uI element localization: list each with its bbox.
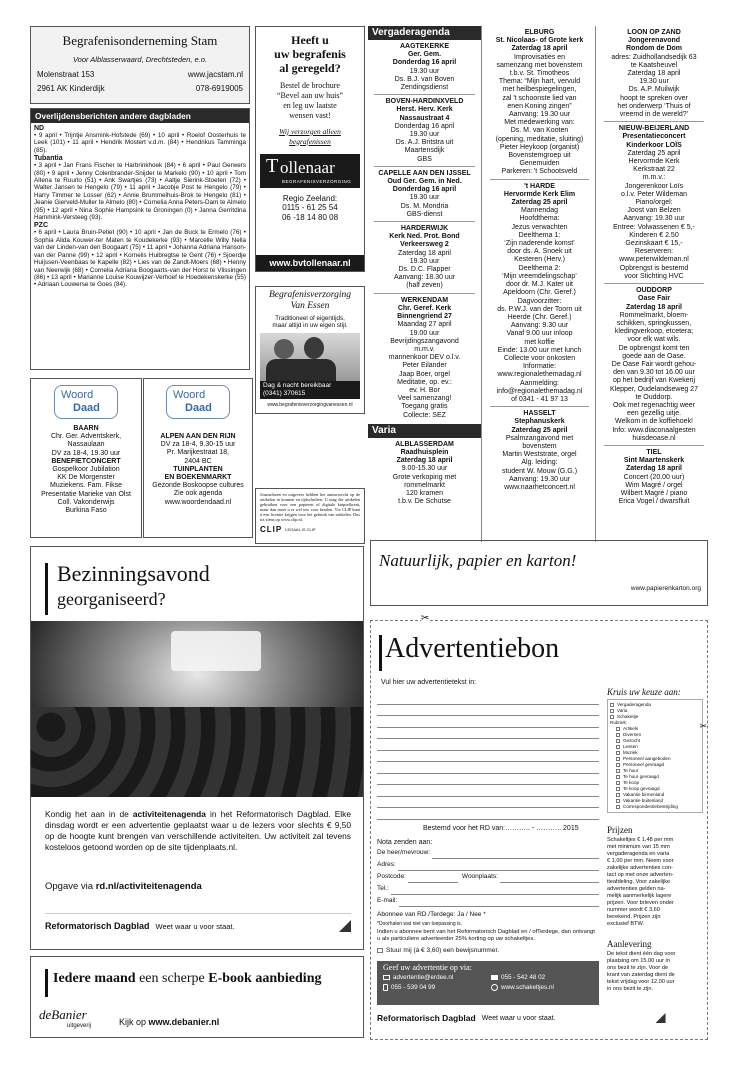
entry-divider <box>490 179 589 180</box>
option-checkbox[interactable] <box>610 709 614 713</box>
woorddaad-title: ALPEN AAN DEN RIJN <box>160 433 236 440</box>
entry-text: Mannendag Hoofdthema: Jezus verwachten Deelthema 1: ‘Zijn naderende komst’ door ds. A. Snoek uit Kesteren (Herv.) Deelthema 2: ‘Mijn vreemdelingschap’ door dr. M.J. Kater uit Apeldoorn (Chr. Geref.) Dagvoorzitter: ds. P.W.J. van der Toorn uit Heerde (Chr. Geref.) Aanvang: 9.30 uur Vanaf 9.00 uur inloop met koffie Einde: 13.00 uur met lunch Collecte voor onkosten Informatie: www.regionalethemadag.nl Aanmelding: info@regionalethemadag.nl of 0341 - 41 97 13 <box>496 207 583 403</box>
agenda-entry <box>368 441 481 507</box>
entry-text: 19.30 uur Ds. M. Mondria GBS-dienst <box>400 194 449 218</box>
agenda-entry <box>368 297 481 420</box>
entry-text: Psalmzangavond met bovenstem Martin Weststrate, orgel Alg. leiding: student W. Mouw (G.G.) Aanvang: 19.30 uur www.naarhetconcert.nl <box>501 434 578 491</box>
person-2 <box>304 337 324 359</box>
clip-logo: CLIP <box>260 524 283 534</box>
entry-divider <box>604 121 704 122</box>
rd-brand: Reformatorisch Dagblad <box>45 921 150 931</box>
rd-brand: Reformatorisch Dagblad <box>377 1013 476 1023</box>
person-1 <box>274 339 294 359</box>
clip-logo-row <box>260 525 360 534</box>
advbon-text-lines[interactable] <box>377 693 599 820</box>
option-checkbox[interactable] <box>616 751 620 755</box>
debanier-sub: uitgeverij <box>67 1023 92 1029</box>
option-label: Personeel aangeboden <box>623 756 671 761</box>
agenda-entry <box>598 449 710 506</box>
opgave-url[interactable]: rd.nl/activiteitenagenda <box>95 881 202 892</box>
entry-title: OUDDORP Oase Fair Zaterdag 18 april <box>625 287 683 311</box>
tollenaar-web[interactable]: www.bvtollenaar.nl <box>256 255 364 271</box>
bezinning-photo <box>31 621 363 797</box>
woorddaad-text: Chr. Ger. Adventskerk, Nassaulaan DV za 18-4, 19.30 uur <box>50 433 122 457</box>
agenda-entry <box>484 410 595 492</box>
tollenaar-heading: Heeft u uw begrafenis al geregeld? <box>274 33 346 75</box>
debanier-logo: deBanier <box>39 1007 87 1022</box>
papier-url[interactable]: www.papierenkarton.org <box>630 585 701 592</box>
logo-word: Woord <box>173 389 206 401</box>
varia-title: Varia <box>368 424 481 438</box>
woorddaad-text2: Gospelkoor Jubilation KK De Morgenster Muziekens. Fam. Fikse Presentatie Marieke van Olst Coll. Vakonderwijs Burkina Faso <box>41 466 131 515</box>
bezinning-text2: in het Reformatorisch Dagblad. Elke dinsdag wordt er een advertentie geplaatst waar u de lezers voor slechts € 9,50 op de hoogte kunt brengen van verschillende activiteiten. Uw activiteit zal tevens kosteloos getoond worden op de site tijdenplaats.nl. <box>45 809 351 852</box>
logo-daad: Daad <box>185 402 212 414</box>
option-label: Correspondentiebestrijding <box>623 804 678 809</box>
option-checkbox[interactable] <box>610 703 614 707</box>
bezinning-body <box>45 809 351 853</box>
clip-sub: LEGAAL IS CLIP <box>285 526 316 532</box>
entry-text: 9.00-15.30 uur Grote verkoping met rommelmarkt 120 kramen t.b.v. De Schutse <box>392 465 457 506</box>
agenda-entry <box>484 29 595 180</box>
entry-title: AAGTEKERKE Ger. Gem. Donderdag 16 april <box>392 43 457 67</box>
vergaderagenda-title: Vergaderagenda <box>368 26 481 40</box>
option-label: Rubriek: <box>610 720 628 725</box>
stam-city-row <box>37 84 243 93</box>
phone-icon <box>383 984 388 991</box>
entry-divider <box>374 221 475 222</box>
entry-title: HASSELT Stephanuskerk Zaterdag 25 april <box>511 410 568 434</box>
kijk-url[interactable]: www.debanier.nl <box>148 1017 220 1027</box>
entry-title: NIEUW-BEIJERLAND Presentatieconcert Kinderkoor LOÏS <box>618 125 690 149</box>
option-label: Te huur gevraagd <box>623 774 659 779</box>
stuur-label: Stuur mij (à € 3,60) een bewijsnummer. <box>386 947 500 954</box>
entry-title: BOVEN-HARDINXVELD Herst. Herv. Kerk Nassaustraat 4 <box>385 98 464 122</box>
option-checkbox[interactable] <box>616 799 620 803</box>
vanessen-bar: Dag & nacht bereikbaar (0341) 370615 <box>260 381 360 399</box>
entry-title: 't HARDE Hervormde Kerk Elim Zaterdag 25 april <box>503 182 576 207</box>
option-checkbox[interactable] <box>616 757 620 761</box>
option-label: Varia <box>617 708 628 713</box>
contact-row1 <box>383 974 593 981</box>
option-checkbox[interactable] <box>616 775 620 779</box>
field-heer-label: De heer/mevrouw: <box>377 849 431 856</box>
rd-logo-icon <box>656 1013 666 1023</box>
woorddaad-title2: BENEFIETCONCERT <box>51 457 121 465</box>
advertentiebon <box>370 613 708 1040</box>
contact-web[interactable]: www.schakeltjes.nl <box>501 984 554 991</box>
overlijden-pzc-text: • 6 april • Laura Bruin-Petiet (90) • 10 april • Jan de Buck te Ermelo (76) • Sophia Alida Kouwer-ter Maten te Koudekerke (93) • Marcelle Willy Nella van der Linden-van den Boogaart (75) • 11 april • Johanna Adriana Hanson-van der Panne (99) • 12 april • Kornelis Huibregtse te Gent (76) • Sjoerdje Huijssen-Veenbaas te Kapelle (82) • Lies van de Zandt-Moers (68) • Henny van Neerwijk (68) • Cornelia Adriana Boogaarts-van der Horst te Vlissingen (86) • 13 april • Marianne Louise Kouwijzer-Verhoef te Hoedekenskerke (55) • Adriaan Louwerse te Goes (84). <box>34 229 246 289</box>
option-checkbox[interactable] <box>616 745 620 749</box>
entry-title: TIEL Sint Maartenskerk Zaterdag 18 april <box>623 448 685 473</box>
advbon-aanl-title: Aanlevering <box>607 939 652 949</box>
logo-word: Woord <box>61 389 94 401</box>
overlijden-block <box>30 108 250 370</box>
ad-text-line[interactable] <box>377 693 599 705</box>
option-label: Schaketije <box>617 714 639 719</box>
advbon-indien: Indien u abonnee bent van het Reformatorisch Dagblad en / ofTerdege, dan ontvangt u als particuliere adverteerder 25% korting op uw schakeltjes. <box>377 929 595 942</box>
option-label: Gezocht <box>623 738 641 743</box>
entry-divider <box>374 94 475 95</box>
tollenaar-logo-initial: T <box>266 155 279 177</box>
logo-daad: Daad <box>73 402 100 414</box>
option-checkbox[interactable] <box>616 733 620 737</box>
screen-glow <box>171 631 261 671</box>
rd-logo-icon <box>339 920 351 932</box>
option-checkbox[interactable] <box>616 805 620 809</box>
option-label: Lessen <box>623 744 638 749</box>
entry-title: CAPELLE AAN DEN IJSSEL Oud Ger. Gem. in Ned. Donderdag 16 april <box>378 169 471 194</box>
ebook-bar <box>45 969 48 997</box>
bezinning-bold: activiteitenagenda <box>132 809 206 819</box>
option-checkbox[interactable] <box>616 727 620 731</box>
ad-text-line[interactable] <box>377 751 599 763</box>
ebook-title <box>53 971 321 987</box>
advbon-abonnee[interactable]: Abonnee van RD /Terdege: Ja / Nee * <box>377 911 486 918</box>
advbon-title: Advertentiebon <box>385 633 560 664</box>
option-checkbox[interactable] <box>616 793 620 797</box>
entry-text: Zaterdag 25 april Hervormde Kerk Kerkstraat 22 m.m.v.: Jongerenkoor Loïs o.l.v. Peter Wildeman Piano/orgel: Joost van Belzen Aanvang: 19.30 uur Entree: Volwassenen € 5,- Kinderen € 2.50 Gezinskaart € 15,- Reserveren: www.peterwildeman.nl Opbrengst is bestemd voor Stichting HVC <box>613 149 695 280</box>
ebook-t3: E-book aanbieding <box>208 971 322 986</box>
entry-text: Maandag 27 april 19.00 uur Bevrijdingszangavond m.m.v. mannenkoor DEV o.l.v. Peter Eilander Jaap Boer, orgel Meditatie, op. ev.: ev. H. Bor Veel samenzang! Toegang gratis Collecte: SEZ <box>388 321 461 419</box>
woorddaad-title2: TUINPLANTEN EN BOEKENMARKT <box>164 465 232 482</box>
bezinning-title-bar <box>45 563 48 615</box>
vanessen-photo <box>260 333 360 381</box>
clip-ad <box>255 488 365 544</box>
vergaderagenda-col-c <box>598 26 710 542</box>
woorddaad-baarn-ad <box>30 378 142 538</box>
advbon-aanl: De tekst dient één dag voor plaatsing om 15.00 uur in ons bezit te zijn. Voor de krant van zaterdag dient de tekst vrijdag voor 12.00 uur in ons bezit te zijn. <box>607 951 676 992</box>
entry-text: Zaterdag 18 april 19.30 uur Ds. D.C. Flapper Aanvang: 18.30 uur (half zeven) <box>393 249 456 290</box>
entry-divider <box>604 445 704 446</box>
advbon-ontbreek: *Doorhalen wat niet van toepassing is. <box>377 921 463 927</box>
option-checkbox[interactable] <box>616 739 620 743</box>
tollenaar-logo-sub: BEGRAFENISVERZORGING <box>282 179 352 184</box>
option-label: Muziek <box>623 750 638 755</box>
contact-title: Geef uw advertentie op via: <box>383 963 472 972</box>
bezinning-opgave <box>45 881 202 892</box>
col-a-entries <box>368 43 481 420</box>
agenda-entry <box>368 43 481 95</box>
bezinningsavond-ad <box>30 546 364 950</box>
overlijden-tubantia-text: • 3 april • Jan Frans Fischer te Harbrinkhoek (84) • 6 april • Paul Gerwers (80) • 9 april • Jenny Colenbrander-Snijder te Markelo (90) • 10 april • Tom Altena te Ruurlo (51) • Ank Swartjes (73) • Aaltje Sierink-Stoeten (72) • Walter Jansen te Hengelo (79) • 11 april • Jacobje Post te Hengelo (79) • Harry Timmer te Losser (62) • Annie Brummelhuis-Brok te Hengelo (81) • Jeanie Gierveld-Muller te Almelo (80) • Cornelia Anna Peters-Dam te Almelo (95) • 12 april • Nina Sophie Hampsink te Groningen (0) • Janna Gerritdina Hammink-Versteeg (93). <box>34 162 246 222</box>
option-checkbox[interactable] <box>616 763 620 767</box>
field-postcode-label: Postcode: <box>377 873 406 880</box>
vanessen-title: Begrafenisverzorging Van Essen <box>269 290 351 311</box>
entry-text: adres: Zuidhollandsedijk 63 te Kaatsheuvel Zaterdag 18 april 19.30 uur Ds. A.P. Muilwijk hoopt te spreken over het onderwerp ‘Thuis of vreemd in de wereld?’ <box>611 53 697 119</box>
option-label: Vakantie binnenland <box>623 792 665 797</box>
woorddaad-text: DV za 18-4, 9.30-15 uur Pr. Marijkestraat 18, 2404 BC <box>160 441 236 465</box>
option-label: Te koop <box>623 780 640 785</box>
contact-mail[interactable]: advertentie@erdee.nl <box>393 974 454 981</box>
advbon-contact-box <box>377 961 599 1005</box>
globe-icon <box>491 984 498 991</box>
entry-title: LOON OP ZAND Jongerenavond Rondom de Dom <box>626 29 682 53</box>
ad-text-line[interactable] <box>377 739 599 751</box>
vanessen-text: Traditioneel of eigentijds, maar altijd in uw eigen stijl. <box>272 315 348 330</box>
field-postcode[interactable] <box>377 873 599 883</box>
agenda-entry <box>598 125 710 284</box>
overlijden-title: Overlijdensberichten andere dagbladen <box>31 109 249 123</box>
stam-name: Begrafenisonderneming Stam <box>62 33 218 48</box>
advbon-bestemd: Bestemd voor het RD van:……….. - ……….. 2015 <box>423 825 579 832</box>
bezinning-text1: Kondig het aan in de <box>45 809 133 819</box>
ebook-t2: een scherpe <box>135 971 209 986</box>
mail-icon <box>383 975 390 980</box>
stuur-checkbox[interactable] <box>377 948 383 953</box>
advbon-prijzen: Schakeltjes € 1,48 per mm met minimum van 15 mm vergaderagenda en varia € 1,00 per mm. Neem voor zakelijke advertenties con- tact op met onze adverten- tieafdeling. Voor zakelijke advertenties gelden na- melijk aanmerkelijk lagere prijzen. Voor brieven onder nummer wordt € 3,60 berekend. Prijzen zijn exclusief BTW. <box>607 837 674 927</box>
tollenaar-slogan: Wij verzorgen alleen begrafenissen <box>279 127 341 146</box>
overlijden-tubantia-label: Tubantia <box>34 155 63 163</box>
field-tel[interactable] <box>377 885 599 895</box>
agenda-entry <box>368 225 481 294</box>
option-checkbox[interactable] <box>610 715 614 719</box>
stam-region: Voor Alblasserwaard, Drechtsteden, e.o. <box>72 55 208 64</box>
vanessen-ad <box>255 286 365 414</box>
woorddaad-title: BAARN <box>73 425 99 432</box>
field-adres-label: Adres: <box>377 861 396 868</box>
ad-text-line[interactable] <box>377 762 599 774</box>
ad-text-line[interactable] <box>377 785 599 797</box>
ebook-kijk <box>119 1017 219 1027</box>
advbon-prompt: Vul hier uw advertentietekst in: <box>381 679 477 686</box>
scissors-icon: ✂ <box>699 721 707 731</box>
tollenaar-regio: Regio Zeeland: <box>282 194 338 203</box>
overlijden-nd-label: ND <box>34 125 45 132</box>
entry-text: Improvisaties en samenzang met bovenstem t.b.v. St. Timotheos Thema: “Mijn hart, vervuld met heilbespiegelingen, zal 't schoonste lied van enen Koning zingen” Aanvang: 19.30 uur Met medewerking van: Ds. M. van Kooten (opening, meditatie, sluiting) Pieter Heykoop (organist) Bovenstemgroep uit Genemuiden Parkeren: 't Schootsveld <box>495 53 584 176</box>
stam-ad <box>30 26 250 104</box>
agenda-entry <box>598 29 710 122</box>
field-email[interactable] <box>377 897 599 907</box>
stam-street: Molenstraat 153 <box>37 70 95 79</box>
option-label: Te huur <box>623 768 639 773</box>
ad-text-line[interactable] <box>377 797 599 809</box>
option-label: Personeel gevraagd <box>623 762 665 767</box>
woorddaad-logo <box>166 385 230 419</box>
field-email-label: E-mail: <box>377 897 398 904</box>
entry-text: Concert (20.00 uur) Wim Magré / orgel Wilbert Magré / piano Erica Vogel / dwarsfluit <box>618 473 690 506</box>
papier-slogan: Natuurlijk, papier en karton! <box>379 551 577 570</box>
option-label: Te koop gevraagd <box>623 786 660 791</box>
contact-phone: 055 - 539 04 99 <box>391 984 436 991</box>
bezinning-footer <box>45 913 351 932</box>
agenda-entry <box>368 98 481 167</box>
entry-divider <box>374 293 475 294</box>
option-label: Diversen <box>623 732 642 737</box>
advbon-bar <box>379 635 382 671</box>
tollenaar-text: Bestel de brochure “Bevel aan uw huis” en leg uw laatste wensen vast! <box>277 81 343 120</box>
ad-text-line[interactable] <box>377 774 599 786</box>
stam-web[interactable]: www.jacstam.nl <box>187 70 243 79</box>
entry-title: HARDERWIJK Kerk Ned. Prot. Bond Verkeersweg 2 <box>389 225 460 249</box>
entry-title: ALBLASSERDAM Raadhuisplein Zaterdag 18 april <box>395 440 454 465</box>
field-adres[interactable] <box>377 861 599 871</box>
field-heer[interactable] <box>377 849 599 859</box>
tollenaar-ad <box>255 26 365 272</box>
ad-text-line[interactable] <box>377 808 599 820</box>
papier-karton-ad <box>370 540 708 606</box>
woorddaad-text2: Gezonde Boskoopse cultures Zie ook agenda www.woordendaad.nl <box>152 482 244 506</box>
stam-address-row <box>37 70 243 79</box>
option-checkbox[interactable] <box>616 769 620 773</box>
opgave-label: Opgave via <box>45 881 96 892</box>
entry-divider <box>490 406 589 407</box>
rd-slogan: Weet waar u voor staat. <box>481 1014 556 1022</box>
option-row[interactable] <box>610 804 700 810</box>
advbon-options <box>607 699 703 813</box>
entry-title: ELBURG St. Nicolaas- of Grote kerk Zaterdag 18 april <box>495 29 584 53</box>
clip-text: Journalisten en uitgevers hebben het auteursrecht op de artikelen in kranten en tijdschriften. U mag die artikelen gebruiken voor een papieren of digitale knipselkrant, maar dan moet u er wel iets voor betalen. Via CLIP kunt u een licentie krijgen voor het gebruik van artikelen. Dus tot ziens op www.clip.nl. <box>260 492 360 523</box>
fax-icon <box>491 975 498 980</box>
field-woonplaats-label: Woonplaats: <box>461 873 498 880</box>
bezinning-title1: Bezinningsavond <box>57 561 210 586</box>
ad-text-line[interactable] <box>377 728 599 740</box>
ad-text-line[interactable] <box>377 716 599 728</box>
ad-text-line[interactable] <box>377 705 599 717</box>
scissors-icon: ✂ <box>421 613 430 624</box>
tollenaar-logo-name: ollenaar <box>280 158 335 177</box>
option-label: Artikels <box>623 726 639 731</box>
entry-text: 19.30 uur Ds. B.J. van Boven Zendingsdienst <box>394 67 455 92</box>
advbon-stuur[interactable] <box>377 947 499 954</box>
agenda-entry <box>598 287 710 446</box>
tollenaar-phone: 0115 - 61 25 54 06 -18 14 80 08 <box>281 203 339 222</box>
contact-fax: 055 - 542 48 02 <box>501 974 546 981</box>
ebook-ad <box>30 956 364 1038</box>
advbon-kruis: Kruis uw keuze aan: <box>607 687 681 697</box>
person-bodies <box>266 359 336 381</box>
field-tel-label: Tel.: <box>377 885 389 892</box>
woorddaad-logo <box>54 385 118 419</box>
vergaderagenda-col-b <box>484 26 596 542</box>
option-label: Vergaderagenda <box>617 702 651 707</box>
audience-silhouettes <box>31 707 363 797</box>
entry-divider <box>374 166 475 167</box>
advbon-prijzen-title: Prijzen <box>607 825 633 835</box>
agenda-entry <box>368 170 481 222</box>
kijk-label: Kijk op <box>119 1017 149 1027</box>
agenda-entry <box>484 183 595 407</box>
overlijden-nd-text: • 9 april • Trijntje Ansmink-Hofstede (69) • 10 april • Roelof Oosterhuis te Leek (101) • 11 april • Hendrik Mostert v.d.m. (84) • Hendrikus Tamminga (85). <box>34 132 246 154</box>
option-label: Vakantie buitenland <box>623 798 664 803</box>
entry-title: WERKENDAM Chr. Geref. Kerk Binnengriend 27 <box>397 296 452 321</box>
bezinning-title2: georganiseerd? <box>57 589 166 609</box>
overlijden-pzc-label: PZC <box>34 222 48 230</box>
entry-divider <box>604 283 704 284</box>
option-checkbox[interactable] <box>616 787 620 791</box>
ebook-t1: Iedere maand <box>53 971 136 986</box>
advbon-footer <box>377 1013 703 1023</box>
rd-slogan: Weet waar u voor staat. <box>155 921 235 931</box>
vanessen-web[interactable]: www.begrafenisverzorgingvanessen.nl <box>267 401 353 408</box>
stam-phone: 078-6919005 <box>195 84 243 93</box>
entry-text: Rommelmarkt, bloem- schikken, springkussen, kledingverkoop, etcetera; voor elk wat wils. De opbrengst komt ten goede aan de Oase. De Oase Fair wordt gehou- den van 9.30 tot 16.00 uur op het bedrijf van Kwekerij Klepper, Oudelandseweg 27 te Ouddorp. Ook met regenachtig weer een gezellig uitje. Welkom in de koffiehoek! Info: www.diaconaalgesten huisdeoase.nl <box>610 311 698 442</box>
stam-city: 2961 AK Kinderdijk <box>37 84 105 93</box>
entry-text: Donderdag 16 april 19.30 uur Ds. A.J. Britstra uit Maartensdijk GBS <box>394 122 455 163</box>
vergaderagenda-col-a <box>368 26 482 542</box>
tollenaar-logo <box>260 154 360 188</box>
woorddaad-alpen-ad <box>143 378 253 538</box>
option-checkbox[interactable] <box>616 781 620 785</box>
advbon-nota: Nota zenden aan: <box>377 839 433 846</box>
contact-row2 <box>383 984 593 991</box>
